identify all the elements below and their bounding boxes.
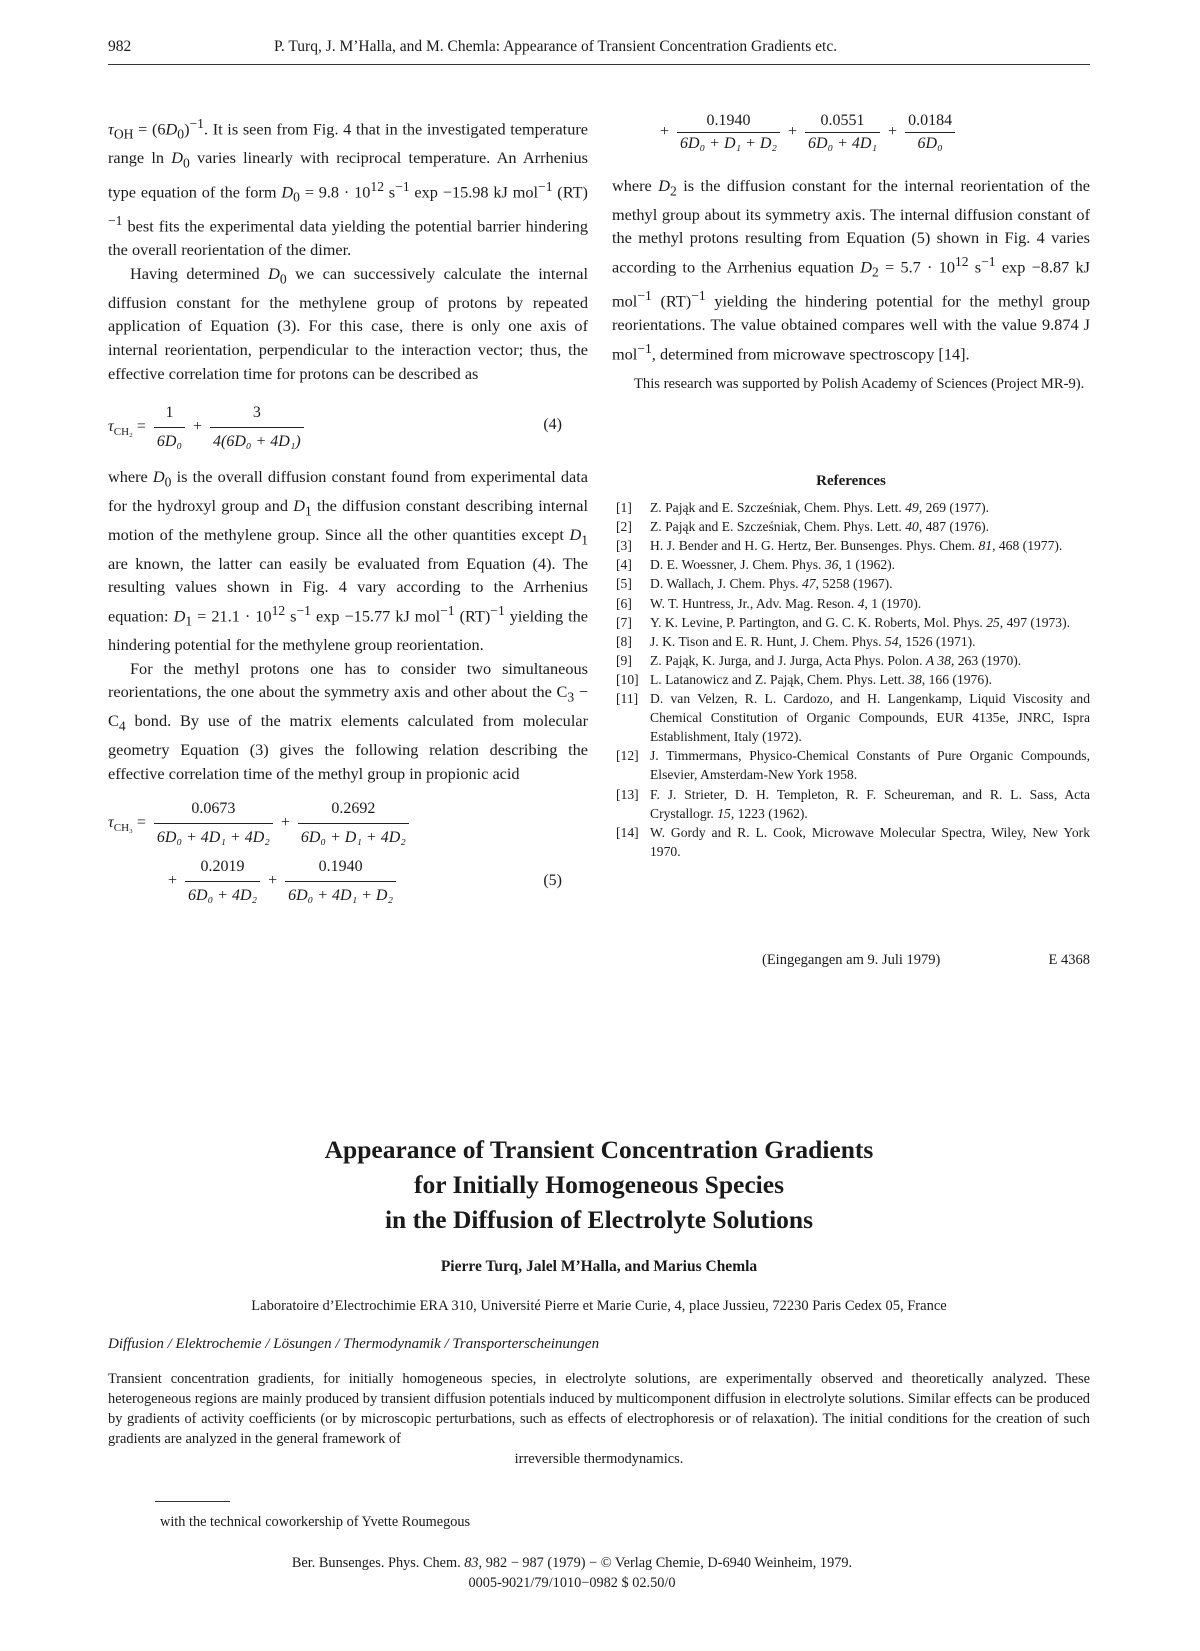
eq5-term-4: $\frac{0.1940}{\text{6D₀ + 4D₁ + D₂}}$ — [285, 855, 396, 907]
equation-5: $\tau_{CH_3}$ = $\frac{0.0673}{\text{6D₀ + 4D₁ + 4D₂}}$ + $\frac{0.2692}{\text{6D₀ + D₁ + 4D₂}}$ + $\frac{0.2019}{\text{6D₀ + 4D₂}}$ + $\frac{0.1940}{\text{6D₀ + 4D₁ + D₂}}$ (5) — [108, 797, 588, 915]
reference-item: [14] W. Gordy and R. L. Cook, Microwave Molecular Spectra, Wiley, New York 1970. — [616, 824, 1090, 859]
reference-item: [5] D. Wallach, J. Chem. Phys. 47, 5258 (1967). — [616, 576, 893, 592]
received-date: (Eingegangen am 9. Juli 1979) — [762, 952, 941, 968]
references-section — [612, 472, 1090, 861]
equation-4: $\tau_{CH_2}$ = $\frac{1}{\text{6D₀}}$ + $\frac{3}{\text{4(6D₀ + 4D₁)}}$ (4) — [108, 391, 588, 457]
reference-item: [2] Z. Pająk and E. Szcześniak, Chem. Phys. Lett. 40, 487 (1976). — [616, 519, 990, 535]
reference-item: [3] H. J. Bender and H. G. Hertz, Ber. Bunsenges. Phys. Chem. 81, 468 (1977). — [616, 538, 1063, 554]
article-affiliation: Laboratoire d’Electrochimie ERA 310, Université Pierre et Marie Curie, 4, place Jussieu, 72230 Paris Cedex 05, France — [251, 1298, 947, 1314]
reference-item: [12] J. Timmermans, Physico-Chemical Constants of Pure Organic Compounds, Elsevier, Amsterdam-New York 1958. — [616, 748, 1090, 783]
reference-item: [8] J. K. Tison and E. R. Hunt, J. Chem. Phys. 54, 1526 (1971). — [616, 633, 976, 649]
paragraph-methylene: Having determined $D_0$ we can successively calculate the internal diffusion constant for the methylene group of protons by repeated application of Equation (3). For this case, there is only one axis of internal reorientation, perpendicular to the interaction vector; thus, the effective correlation time for protons can be described as — [108, 263, 588, 383]
running-title: P. Turq, J. M’Halla, and M. Chemla: Appearance of Transient Concentration Gradients etc. — [274, 38, 838, 55]
reference-item: [11] D. van Velzen, R. L. Cardozo, and H. Langenkamp, Liquid Viscosity and Chemical Constitution of Organic Compounds, EUR 4135e, JNRC, Ispra Establishment, Italy (1972). — [616, 691, 1090, 745]
equation-5-continued: + $\frac{0.1940}{\text{6D₀ + D₁ + D₂}}$ + $\frac{0.0551}{\text{6D₀ + 4D₁}}$ + $\frac{0.0184}{\text{6D₀}}$ — [660, 112, 959, 153]
reference-item: [10] L. Latanowicz and Z. Pająk, Chem. Phys. Lett. 38, 166 (1976). — [616, 671, 993, 687]
reference-item: [4] D. E. Woessner, J. Chem. Phys. 36, 1 (1962). — [616, 557, 896, 573]
references-heading: References — [816, 473, 886, 489]
article-authors: Pierre Turq, Jalel M’Halla, and Marius Chemla — [440, 1258, 758, 1275]
journal-citation: Ber. Bunsenges. Phys. Chem. 83, 982 − 987 (1979) − © Verlag Chemie, D-6940 Weinheim, 1979. 0005-9021/79/1010−0982 $ 02.50/0 — [291, 1555, 853, 1591]
equation-number-4: (4) — [543, 416, 562, 434]
footnote: with the technical coworkership of Yvette Roumegous — [160, 1514, 471, 1530]
article-abstract: Transient concentration gradients, for initially homogeneous species, in electrolyte solutions, are experimentally observed and theoretically analyzed. These heterogeneous regions are mainly produced by transient diffusion potentials induced by multicomponent diffusion in electrolyte solutions. Similar effects can be produced by gradients of activity coefficients (or by microscopic perturbations, such as effects of electrophoresis or of relaxation). The initial conditions for the creation of such gradients are analyzed in the general framework of irreversible thermodynamics. — [108, 1371, 1090, 1467]
footnote-rule — [155, 1501, 230, 1502]
reference-list — [612, 498, 1090, 861]
header-rule — [108, 64, 1090, 65]
page-number: 982 — [108, 38, 132, 55]
right-column — [612, 174, 1090, 395]
paragraph-tau-oh: $\tau_{OH} = (6D_0)^{-1}$. It is seen from Fig. 4 that in the investigated temperature range $\ln D_0$ varies linearly with reciprocal temperature. An Arrhenius type equation of the form $D_0 = 9.8 \cdot 10^{12}$ $s^{-1}$ exp −15.98 kJ mol$^{-1}$ (RT)$^{-1}$ best fits the experimental data yielding the potential barrier hindering the overall reorientation of the dimer. — [108, 116, 588, 260]
equation-number-5: (5) — [543, 872, 562, 890]
eq5-term-6: $\frac{0.0551}{\text{6D₀ + 4D₁}}$ — [805, 112, 880, 153]
manuscript-code: E 4368 — [1048, 952, 1090, 968]
eq4-term-2: $\frac{3}{\text{4(6D₀ + 4D₁)}}$ — [210, 401, 304, 453]
paragraph-d1: where $D_0$ is the overall diffusion constant found from experimental data for the hydroxyl group and $D_1$ the diffusion constant describing internal motion of the methylene group. Since all the other quantities except $D_1$ are known, the latter can easily be evaluated from Equation (4). The resulting values shown in Fig. 4 vary according to the Arrhenius equation: $D_1 = 21.1 \cdot 10^{12}$ $s^{-1}$ exp −15.77 kJ mol$^{-1}$ (RT)$^{-1}$ yielding the hindering potential for the methylene group reorientation. — [108, 467, 589, 655]
eq4-term-1: $\frac{1}{\text{6D₀}}$ — [154, 401, 185, 453]
reference-item: [9] Z. Pająk, K. Jurga, and J. Jurga, Acta Phys. Polon. A 38, 263 (1970). — [616, 652, 1022, 668]
paragraph-methyl: For the methyl protons one has to consider two simultaneous reorientations, the one about the symmetry axis and other about the $C_3 - C_4$ bond. By use of the matrix elements calculated from molecular geometry Equation (3) gives the following relation describing the effective correlation time of the methyl group in propionic acid — [108, 658, 588, 783]
eq5-term-1: $\frac{0.0673}{\text{6D₀ + 4D₁ + 4D₂}}$ — [154, 797, 273, 849]
left-column — [108, 112, 588, 915]
article-title: Appearance of Transient Concentration Gradients for Initially Homogeneous Species in the Diffusion of Electrolyte Solutions — [324, 1135, 874, 1234]
eq5-term-7: $\frac{0.0184}{\text{6D₀}}$ — [905, 112, 955, 153]
reference-item: [13] F. J. Strieter, D. H. Templeton, R. F. Scheureman, and R. L. Sass, Acta Crystallogr. 15, 1223 (1962). — [616, 786, 1090, 821]
paragraph-d2: where $D_2$ is the diffusion constant for the internal reorientation of the methyl group about its symmetry axis. The internal diffusion constant of the methyl protons resulting from Equation (5) shown in Fig. 4 varies according to the Arrhenius equation $D_2 = 5.7 \cdot 10^{12}$ $s^{-1}$ exp −8.87 kJ mol$^{-1}$ (RT)$^{-1}$ yielding the hindering potential for the methyl group reorientations. The value obtained compares well with the value 9.874 J mol$^{-1}$, determined from microwave spectroscopy [14]. — [612, 176, 1090, 364]
eq5-term-3: $\frac{0.2019}{\text{6D₀ + 4D₂}}$ — [185, 855, 260, 907]
article-keywords: Diffusion / Elektrochemie / Lösungen / Thermodynamik / Transporterscheinungen — [108, 1336, 600, 1352]
reference-item: [7] Y. K. Levine, P. Partington, and G. C. K. Roberts, Mol. Phys. 25, 497 (1973). — [616, 614, 1071, 630]
eq5-term-2: $\frac{0.2692}{\text{6D₀ + D₁ + 4D₂}}$ — [298, 797, 409, 849]
eq5-term-5: $\frac{0.1940}{\text{6D₀ + D₁ + D₂}}$ — [677, 112, 780, 153]
acknowledgement: This research was supported by Polish Academy of Sciences (Project MR-9). — [634, 375, 1085, 392]
reference-item: [6] W. T. Huntress, Jr., Adv. Mag. Reson. 4, 1 (1970). — [616, 595, 922, 611]
reference-item: [1] Z. Pająk and E. Szcześniak, Chem. Phys. Lett. 49, 269 (1977). — [616, 500, 990, 516]
